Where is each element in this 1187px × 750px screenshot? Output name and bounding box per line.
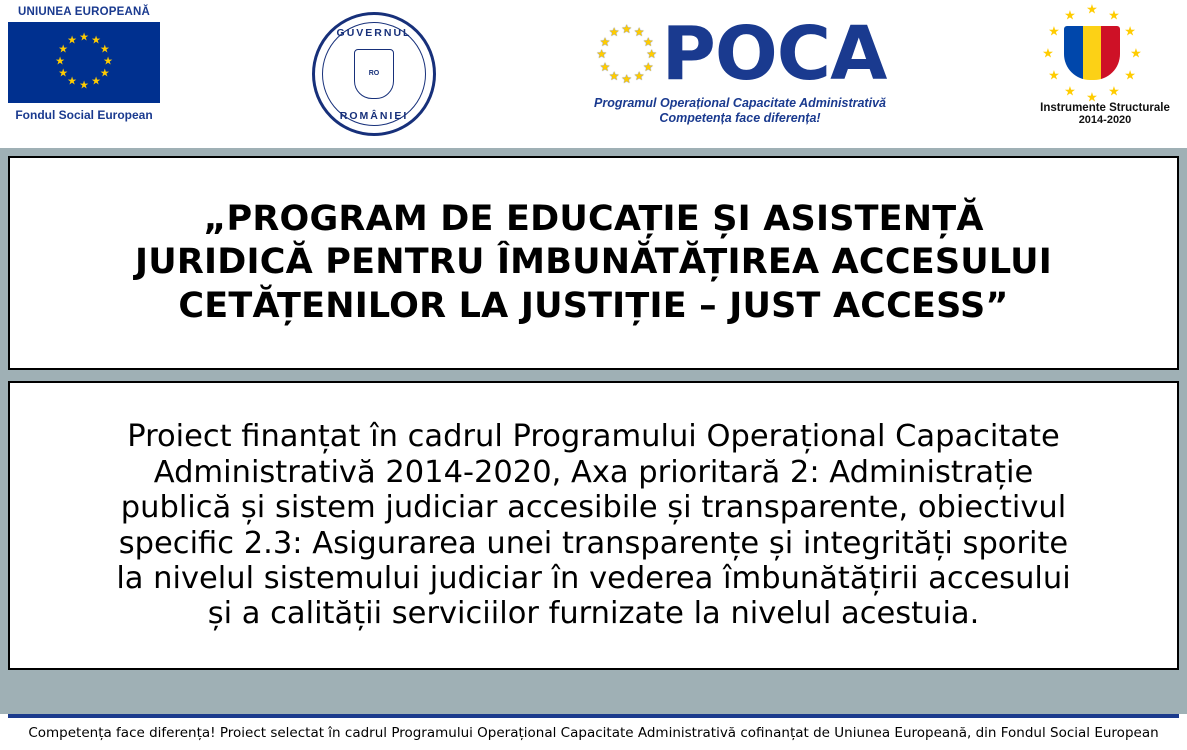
government-shield-icon: RO [354,49,394,99]
star-icon: ★ [599,34,611,49]
government-seal-icon [312,12,436,136]
project-description-line-6: și a calității serviciilor furnizate la nivelul acestuia. [207,596,980,632]
star-icon: ★ [99,67,110,80]
structural-caption-period: 2014-2020 [1078,114,1132,126]
eu-flag-icon [8,22,160,103]
project-description [116,419,1070,631]
star-icon: ★ [1048,67,1060,83]
star-icon: ★ [608,68,620,83]
project-description-line-4: specific 2.3: Asigurarea unei transparențe și integrități sporite [118,525,1069,561]
project-title-line-2: JURIDICĂ PENTRU ÎMBUNĂTĂȚIREA ACCESULUI [135,242,1052,283]
star-icon: ★ [642,34,654,49]
eu-logo-caption: Fondul Social European [15,107,153,122]
star-icon: ★ [1124,67,1136,83]
eu-logo [8,6,160,122]
star-icon: ★ [608,25,620,40]
star-icon: ★ [91,75,101,88]
star-icon: ★ [55,55,65,68]
project-title [135,198,1052,328]
star-icon: ★ [1108,83,1120,99]
project-description-line-3: publică și sistem judiciar accesibile și transparente, obiectivul [120,490,1067,526]
romania-flag-icon [1064,26,1120,80]
star-icon: ★ [99,43,110,56]
poca-wordmark-row [575,6,905,102]
government-logo [312,12,436,136]
content-band [0,148,1187,714]
star-icon: ★ [1086,89,1098,105]
footer-text: Competența face diferența! Proiect selectat în cadrul Programului Operațional Capacitate Administrativă cofinanțat de Uniunea Europeană, din Fondul Social European [28,725,1159,741]
poca-stars-icon [594,21,660,87]
eu-stars-group [8,22,160,103]
government-arc-bottom: ROMÂNIEI [339,110,409,122]
structural-instruments-logo [1030,1,1180,126]
star-icon: ★ [91,34,101,47]
star-icon: ★ [79,79,89,92]
logo-band [0,0,1187,148]
star-icon: ★ [1086,1,1098,17]
footer-divider [8,714,1179,718]
project-title-line-1: „PROGRAM DE EDUCAȚIE ȘI ASISTENȚĂ [203,198,984,239]
project-title-line-3: CETĂȚENILOR LA JUSTIȚIE – JUST ACCESS” [178,285,1009,326]
star-icon: ★ [646,47,658,61]
star-icon: ★ [633,25,645,40]
star-icon: ★ [1064,83,1076,99]
star-icon: ★ [596,47,608,61]
government-arc-top: GUVERNUL [336,27,412,39]
star-icon: ★ [599,59,611,74]
poca-subtitle-slogan: Competența face diferența! [659,111,821,125]
star-icon: ★ [67,75,77,88]
star-icon: ★ [1130,45,1142,61]
poca-wordmark: POCA [661,11,887,97]
project-title-box [8,156,1179,370]
project-description-line-2: Administrativă 2014-2020, Axa prioritară 2: Administrație [153,454,1034,490]
poca-logo [575,6,905,125]
star-icon: ★ [642,59,654,74]
structural-emblem-icon [1030,1,1180,105]
star-icon: ★ [621,72,633,86]
structural-caption-name: Instrumente Structurale [1040,102,1170,114]
star-icon: ★ [1042,45,1054,61]
star-icon: ★ [1064,7,1076,23]
star-icon: ★ [58,43,69,56]
star-icon: ★ [621,22,633,36]
star-icon: ★ [1124,23,1136,39]
star-icon: ★ [1048,23,1060,39]
project-description-line-5: la nivelul sistemului judiciar în vederea îmbunătățirii accesului [116,560,1071,596]
star-icon: ★ [58,67,69,80]
star-icon: ★ [67,34,77,47]
star-icon: ★ [1108,7,1120,23]
poca-subtitle-program: Programul Operațional Capacitate Administrativă [594,96,886,110]
star-icon: ★ [633,68,645,83]
star-icon: ★ [79,31,89,44]
project-description-box [8,381,1179,670]
star-icon: ★ [103,55,113,68]
eu-logo-title: UNIUNEA EUROPEANĂ [17,6,151,18]
project-description-line-1: Proiect finanțat în cadrul Programului Operațional Capacitate [127,419,1060,455]
footer [0,714,1187,750]
